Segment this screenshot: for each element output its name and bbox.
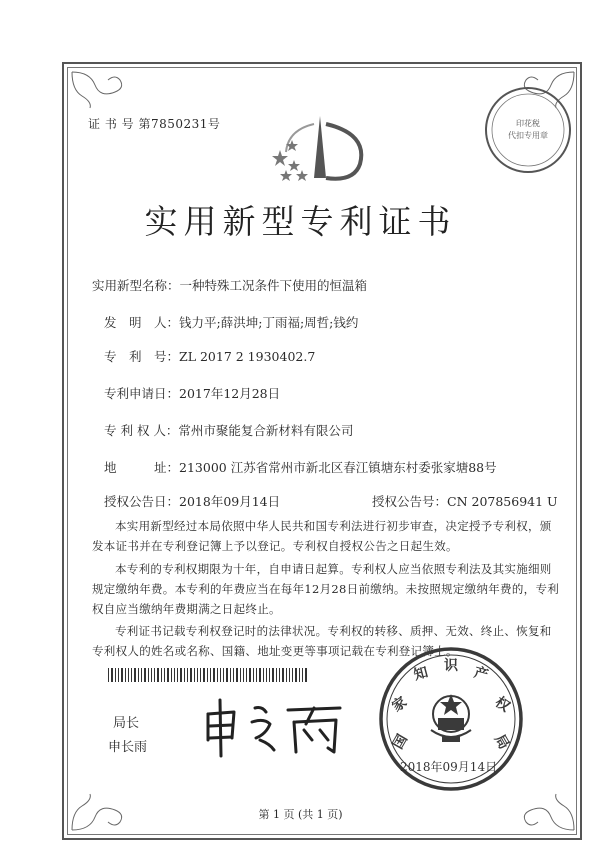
certificate-title: 实用新型专利证书: [144, 202, 457, 241]
field-inventor-label: 发 明 人：: [104, 315, 180, 330]
director-signature: [200, 690, 350, 760]
field-inventor: [104, 313, 358, 331]
svg-text:国: 国: [390, 731, 411, 753]
director-name: 申长雨: [108, 740, 148, 755]
field-filing-date-value: 2017年12月28日: [179, 386, 281, 401]
svg-text:识: 识: [444, 658, 458, 674]
svg-text:代扣专用章: 代扣专用章: [508, 131, 548, 140]
page-number: 第 1 页 (共 1 页): [258, 808, 343, 821]
field-name-label: 实用新型名称：: [92, 278, 180, 293]
field-patent-number: [104, 347, 315, 365]
body-paragraph-3: 专利证书记载专利权登记时的法律状况。专利权的转移、质押、无效、终止、恢复和专利权人的姓名或名称、国籍、地址变更等事项记载在专利登记簿上。: [92, 624, 552, 658]
field-grant-date-value: 2018年09月14日: [179, 494, 281, 509]
svg-text:权: 权: [491, 694, 513, 716]
svg-text:局: 局: [491, 731, 512, 753]
field-filing-date-label: 专利申请日：: [104, 386, 180, 401]
field-address-label: 地 址：: [104, 460, 180, 475]
field-grant-number-value: CN 207856941 U: [447, 494, 558, 509]
field-patentee-label: 专 利 权 人：: [104, 423, 179, 438]
field-inventor-value: 钱力平;薛洪坤;丁雨福;周哲;钱约: [179, 315, 359, 330]
tax-stamp-seal: [482, 84, 574, 176]
svg-text:家: 家: [389, 694, 411, 716]
field-filing-date: [104, 384, 280, 402]
field-patentee-value: 常州市聚能复合新材料有限公司: [178, 423, 354, 438]
field-grant-date: [104, 492, 280, 510]
field-patent-number-label: 专 利 号：: [104, 349, 180, 364]
svg-text:知: 知: [412, 664, 430, 684]
patent-office-emblem-icon: [268, 112, 372, 196]
director-title: 局长: [113, 716, 140, 731]
barcode-icon: [108, 668, 308, 682]
body-paragraph-1: 本实用新型经过本局依照中华人民共和国专利法进行初步审查，决定授予专利权，颁发本证书并在专利登记簿上予以登记。专利权自授权公告之日起生效。: [92, 519, 552, 553]
field-address: [104, 458, 497, 476]
corner-ornament-top-left: [70, 70, 140, 110]
field-name: [92, 276, 367, 294]
svg-text:印花税: 印花税: [516, 119, 540, 128]
field-grant-date-label: 授权公告日：: [104, 494, 180, 509]
field-address-value: 213000 江苏省常州市新北区春江镇塘东村委张家塘88号: [179, 460, 497, 475]
field-patent-number-value: ZL 2017 2 1930402.7: [179, 349, 316, 364]
field-patentee: [104, 421, 353, 439]
certificate-number: 证 书 号 第7850231号: [88, 117, 221, 131]
body-paragraph-2: 本专利的专利权期限为十年，自申请日起算。专利权人应当依照专利法及其实施细则规定缴纳年费。本专利的年费应当在每年12月28日前缴纳。未按照规定缴纳年费的，专利权自应当缴纳年费期满之日起终止。: [92, 562, 560, 616]
svg-text:产: 产: [472, 664, 490, 684]
field-name-value: 一种特殊工况条件下使用的恒温箱: [179, 278, 368, 293]
field-grant-number-label: 授权公告号：: [372, 494, 448, 509]
seal-date: 2018年09月14日: [400, 760, 498, 774]
field-grant-number: [372, 492, 558, 510]
